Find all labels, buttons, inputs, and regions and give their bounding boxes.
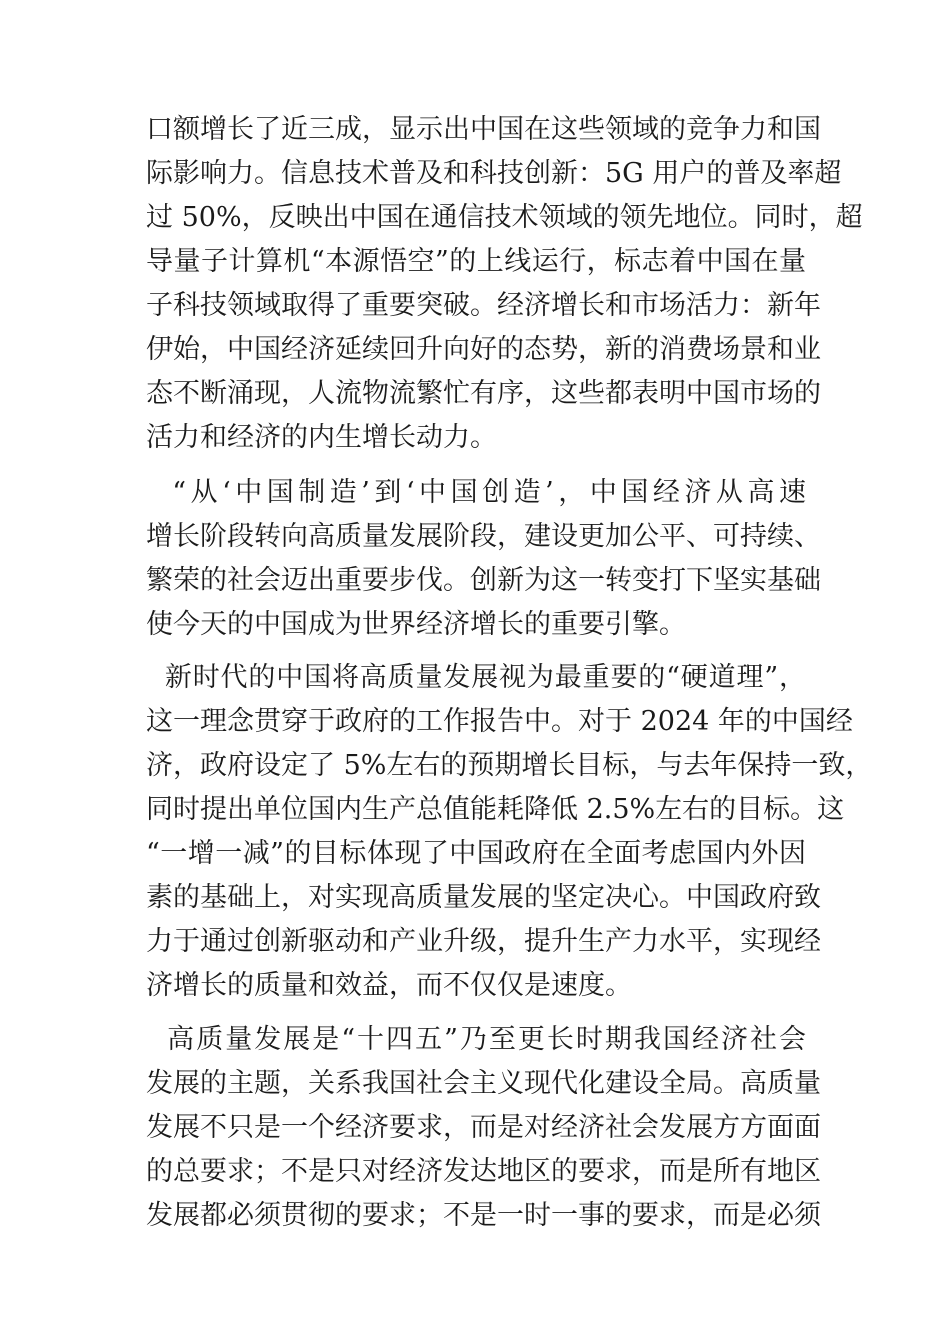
text-line: “一增一减”的目标体现了中国政府在全面考虑国内外因 (146, 838, 806, 869)
text-line: 的总要求；不是只对经济发达地区的要求，而是所有地区 (146, 1156, 821, 1187)
text-line: 使今天的中国成为世界经济增长的重要引擎。 (146, 609, 686, 640)
text-line: 口额增长了近三成，显示出中国在这些领域的竞争力和国 (146, 114, 821, 145)
text-line: 过 50%，反映出中国在通信技术领域的领先地位。同时，超 (146, 202, 863, 233)
text-line: 活力和经济的内生增长动力。 (146, 422, 497, 453)
text-line: 导量子计算机“本源悟空”的上线运行，标志着中国在量 (146, 246, 806, 277)
text-line: 同时提出单位国内生产总值能耗降低 2.5%左右的目标。这 (146, 794, 845, 825)
text-line: 高质量发展是“十四五”乃至更长时期我国经济社会 (146, 1024, 806, 1055)
text-line: 际影响力。信息技术普及和科技创新：5G 用户的普及率超 (146, 158, 842, 189)
text-line: “从‘中国制造’到‘中国创造’，中国经济从高速 (146, 477, 806, 508)
text-line: 繁荣的社会迈出重要步伐。创新为这一转变打下坚实基础 (146, 565, 821, 596)
text-line: 伊始，中国经济延续回升向好的态势，新的消费场景和业 (146, 334, 821, 365)
text-line: 子科技领域取得了重要突破。经济增长和市场活力：新年 (146, 290, 821, 321)
text-line: 济增长的质量和效益，而不仅仅是速度。 (146, 970, 632, 1001)
text-line: 增长阶段转向高质量发展阶段，建设更加公平、可持续、 (146, 521, 821, 552)
text-line: 态不断涌现，人流物流繁忙有序，这些都表明中国市场的 (146, 378, 821, 409)
text-line: 济，政府设定了 5%左右的预期增长目标，与去年保持一致， (146, 750, 873, 781)
text-line: 发展的主题，关系我国社会主义现代化建设全局。高质量 (146, 1068, 821, 1099)
text-line: 发展都必须贯彻的要求；不是一时一事的要求，而是必须 (146, 1200, 821, 1231)
text-line: 新时代的中国将高质量发展视为最重要的“硬道理”， (146, 662, 806, 693)
text-line: 素的基础上，对实现高质量发展的坚定决心。中国政府致 (146, 882, 821, 913)
text-line: 发展不只是一个经济要求，而是对经济社会发展方方面面 (146, 1112, 821, 1143)
text-line: 力于通过创新驱动和产业升级，提升生产力水平，实现经 (146, 926, 821, 957)
text-line: 这一理念贯穿于政府的工作报告中。对于 2024 年的中国经 (146, 706, 853, 737)
